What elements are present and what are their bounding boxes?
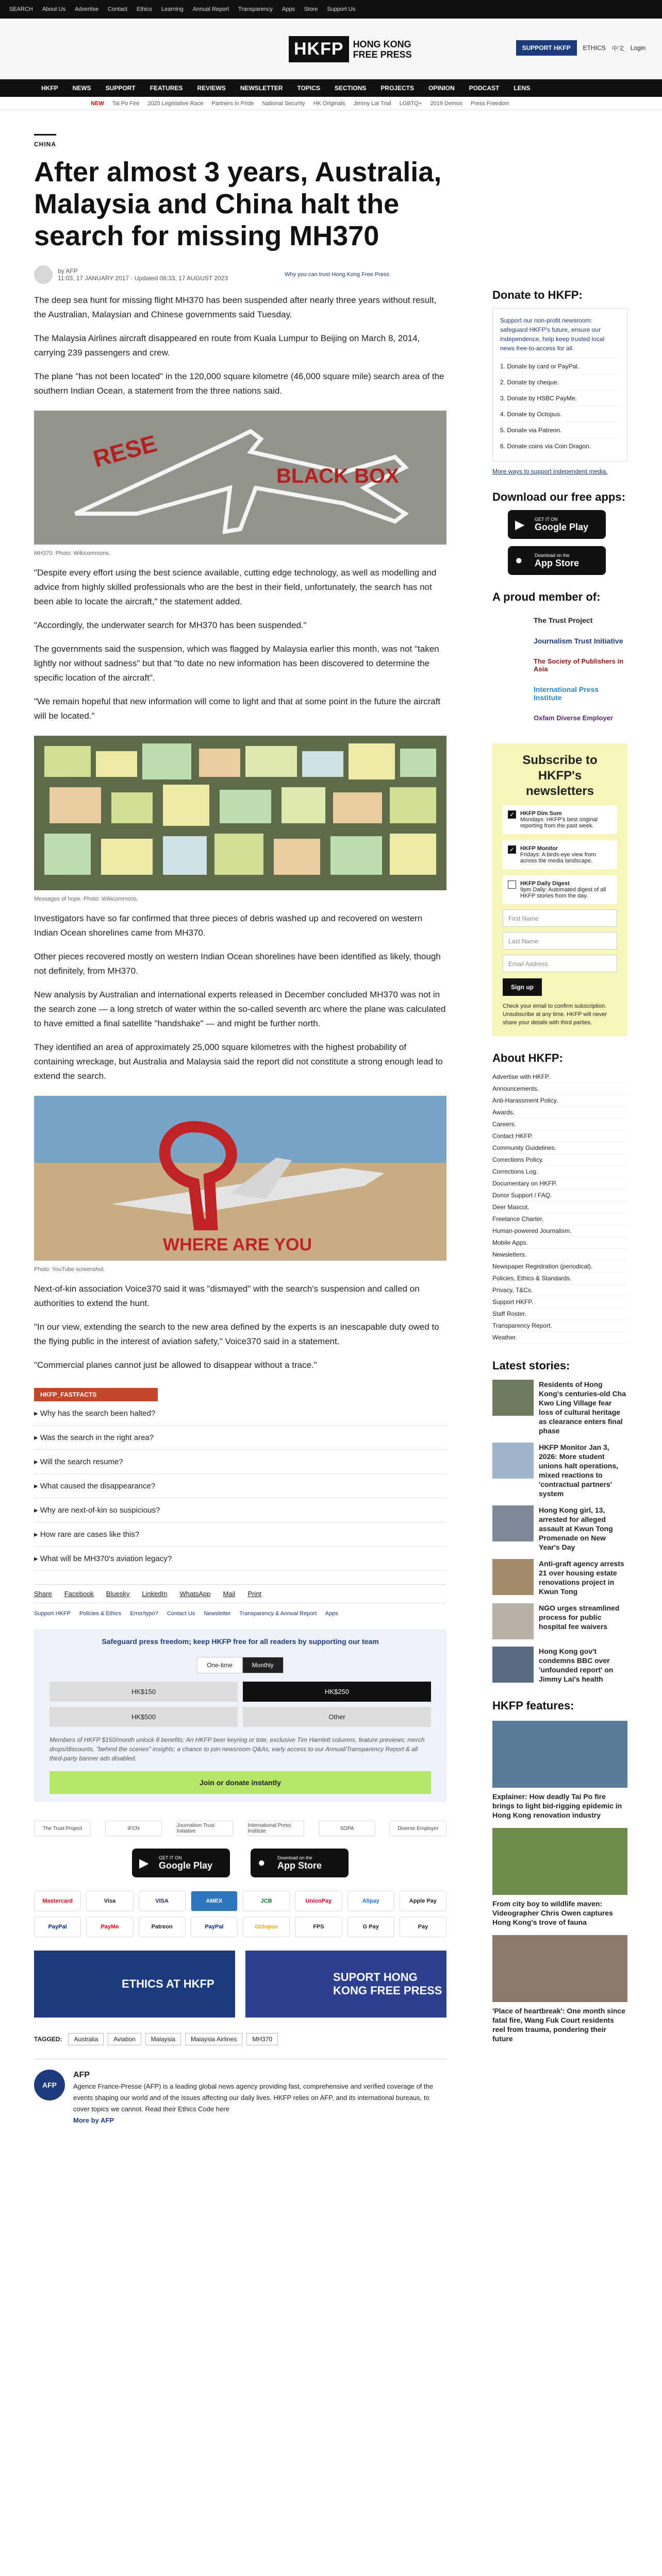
faq-item[interactable]: ▸ What will be MH370's aviation legacy? <box>34 1547 446 1571</box>
email-input[interactable]: Email Address <box>503 955 617 972</box>
apps-title: Download our free apps: <box>492 490 625 503</box>
author-logo: AFP <box>34 2070 65 2100</box>
share-mail[interactable]: Mail <box>223 1590 236 1598</box>
author-avatar <box>34 265 53 284</box>
one-time-option[interactable]: One-time <box>197 1657 242 1673</box>
trending-label: NEW <box>91 100 104 107</box>
paragraph: "Commercial planes cannot just be allowed to disappear without a trace." <box>34 1360 317 1370</box>
faq-list <box>34 1401 446 1571</box>
about-link[interactable]: Support HKFP. <box>492 1296 627 1308</box>
about-title: About HKFP: <box>492 1052 563 1064</box>
feature-item[interactable] <box>492 1935 627 2043</box>
about-link[interactable]: Contact HKFP. <box>492 1130 627 1142</box>
topbar-contact[interactable]: Contact <box>107 6 127 12</box>
share-facebook[interactable]: Facebook <box>64 1590 94 1598</box>
paragraph: Next-of-kin association Voice370 said it was "dismayed" with the search's suspension and called on authorities to extend the hunt. <box>34 1284 420 1308</box>
share-bar <box>34 1584 446 1603</box>
signup-button[interactable]: Sign up <box>503 978 542 996</box>
donate-option[interactable]: 6. Donate coins via Coin Dragon. <box>500 438 620 454</box>
paragraph: "Despite every effort using the best science available, cutting edge technology, as well as modelling and advice from highly skilled professionals who are the best in their field, unfortunately, the search has not been able to locate the aircraft," the statement added. <box>34 568 437 606</box>
article <box>34 134 446 2126</box>
topbar-ethics[interactable]: Ethics <box>136 6 152 12</box>
author-bio: Agence France-Presse (AFP) is a leading global news agency providing fast, comprehensive and verified coverage of the events shaping our world and of the issues affecting our daily lives. HKFP relies on AFP, and its international bureaus, to cover topics we cannot. Read their Ethics Code here <box>73 2082 434 2113</box>
tag[interactable]: MH370 <box>246 2033 278 2045</box>
faq-item[interactable]: ▸ Was the search in the right area? <box>34 1426 446 1450</box>
promo-banners <box>34 1951 446 2018</box>
site-logo[interactable] <box>289 36 412 62</box>
tags-label: TAGGED: <box>34 2036 62 2043</box>
story-thumbnail <box>492 1443 534 1479</box>
about-link[interactable]: Human-powered Journalism. <box>492 1225 627 1237</box>
trust-link[interactable]: Why you can trust Hong Kong Free Press <box>285 272 389 278</box>
sidebar <box>492 289 627 2043</box>
amount-option-other[interactable]: Other <box>243 1707 431 1727</box>
story-item[interactable] <box>492 1559 627 1596</box>
donate-intro[interactable]: Support our non-profit newsroom: safeguard HKFP's future, ensure our independence, help keep trusted local news free-to-access for all. <box>500 317 605 352</box>
donate-widget <box>34 1629 446 1802</box>
frequency-toggle <box>49 1657 431 1673</box>
topbar-transparency[interactable]: Transparency <box>238 6 273 12</box>
topbar-store[interactable]: Store <box>304 6 318 12</box>
about-link[interactable]: Donor Support / FAQ. <box>492 1190 627 1201</box>
payment-logo: PayPal <box>191 1917 238 1937</box>
feature-image <box>492 1935 627 2002</box>
trending-link[interactable]: National Security <box>262 100 305 107</box>
faq-item[interactable]: ▸ What caused the disappearance? <box>34 1474 446 1498</box>
faq-question: Was the search in the right area? <box>40 1433 154 1442</box>
about-link[interactable]: Documentary on HKFP. <box>492 1178 627 1190</box>
about-link[interactable]: Community Guidelines. <box>492 1142 627 1154</box>
member-org[interactable]: Journalism Trust Initiative <box>534 637 623 645</box>
newsletter-desc: Mondays: HKFP's best original reporting from the past week. <box>520 817 598 829</box>
story-item[interactable] <box>492 1647 627 1684</box>
footer-link[interactable]: Apps <box>325 1611 338 1617</box>
store-small: GET IT ON <box>159 1855 182 1860</box>
topbar-learning[interactable]: Learning <box>161 6 184 12</box>
paragraph: The plane "has not been located" in the 120,000 square kilometre (46,000 square mile) search area of the southern Indian Ocean, a statement from the three nations said. <box>34 371 444 396</box>
trending-link[interactable]: HK Originals <box>313 100 345 107</box>
newsletter-desc: 9pm Daily: Automated digest of all HKFP stories from the day. <box>520 887 606 899</box>
svg-text:BLACK BOX: BLACK BOX <box>276 465 399 487</box>
join-donate-button[interactable]: Join or donate instantly <box>49 1771 431 1794</box>
store-small: Download on the <box>277 1855 312 1860</box>
svg-text:WHERE ARE YOU: WHERE ARE YOU <box>163 1235 312 1255</box>
sidebar-google-play[interactable] <box>508 510 606 539</box>
google-play-button[interactable] <box>132 1849 230 1877</box>
about-link[interactable]: Staff Roster. <box>492 1308 627 1320</box>
faq-item[interactable]: ▸ Why has the search been halted? <box>34 1401 446 1426</box>
byline <box>34 265 446 284</box>
footer-link[interactable]: Support HKFP <box>34 1611 71 1617</box>
nav-opinion[interactable]: OPINION <box>428 84 455 92</box>
story-thumbnail <box>492 1380 534 1416</box>
payment-logo: AMEX <box>191 1891 238 1911</box>
masthead <box>0 19 662 79</box>
story-thumbnail <box>492 1559 534 1595</box>
newsletter-note: Check your email to confirm subscription. Unsubscribe at any time. HKFP will never share your details with third parties. <box>503 1003 607 1026</box>
member-org[interactable]: International Press Institute <box>534 685 599 702</box>
logo-mark: HKFP <box>289 36 349 62</box>
about-link[interactable]: Freelance Charter. <box>492 1213 627 1225</box>
newsletter-name: HKFP Daily Digest <box>520 880 570 887</box>
member-benefits: Members of HKFP $150/month unlock 8 benefits: An HKFP beer keyring or tote, exclusive Tim Hamlett columns, feature previews; merch drops/discounts, "behind the scenes" insights; a chance to join newsroom Q&As, early access to our Annual/Transparency Report & all third-party banner ads disabled. <box>49 1736 425 1762</box>
topbar-annual-report[interactable]: Annual Report <box>192 6 229 12</box>
payment-methods <box>34 1891 446 1937</box>
nav-hkfp[interactable]: HKFP <box>41 84 58 92</box>
story-title: Hong Kong girl, 13, arrested for alleged assault at Kwun Tong Promenade on New Year's Day <box>539 1506 613 1551</box>
feature-image <box>492 1721 627 1788</box>
payment-logo: Pay <box>400 1917 446 1937</box>
checkbox-checked[interactable]: ✓ <box>508 845 516 854</box>
about-link[interactable]: Policies, Ethics & Standards. <box>492 1273 627 1284</box>
checkbox-checked[interactable]: ✓ <box>508 810 516 819</box>
member-logo[interactable]: The Trust Project <box>34 1821 91 1836</box>
faq-question: Why has the search been halted? <box>40 1409 156 1418</box>
store-big: Google Play <box>535 521 589 532</box>
store-big: Google Play <box>159 1860 213 1871</box>
faq-question: Why are next-of-kin so suspicious? <box>40 1506 160 1515</box>
footer-link[interactable]: Contact Us <box>167 1611 195 1617</box>
apple-icon: ● <box>515 553 523 567</box>
topbar-advertise[interactable]: Advertise <box>75 6 98 12</box>
trending-link[interactable]: Jimmy Lai Trial <box>353 100 391 107</box>
ethics-link[interactable]: ETHICS <box>583 44 606 52</box>
store-big: App Store <box>535 557 580 568</box>
trending-bar <box>0 97 662 110</box>
app-store-button[interactable] <box>251 1849 349 1877</box>
feature-title: 'Place of heartbreak': One month since fatal fire, Wang Fuk Court residents reel from trauma, pondering their future <box>492 2007 625 2043</box>
member-logo[interactable]: IFCN <box>105 1821 162 1836</box>
trending-link[interactable]: Tai Po Fire <box>112 100 140 107</box>
masthead-actions <box>516 40 652 56</box>
donate-box <box>492 308 627 462</box>
checkbox-unchecked[interactable] <box>508 880 516 889</box>
payment-logo: JCB <box>243 1891 290 1911</box>
paragraph: "Accordingly, the underwater search for MH370 has been suspended." <box>34 620 307 630</box>
story-thumbnail <box>492 1505 534 1541</box>
feature-title: Explainer: How deadly Tai Po fire brings to light bid-rigging epidemic in Hong Kong renovation industry <box>492 1792 622 1819</box>
member-logo[interactable]: Diverse Employer <box>390 1821 446 1836</box>
member-org[interactable]: Oxfam Diverse Employer <box>534 714 613 722</box>
topbar-search[interactable]: SEARCH <box>9 6 33 12</box>
story-title: Hong Kong gov't condemns BBC over 'unfounded report' on Jimmy Lai's health <box>539 1647 614 1683</box>
payment-logo: PayPal <box>34 1917 81 1937</box>
about-link[interactable]: Announcements. <box>492 1083 627 1095</box>
trending-link[interactable]: Press Freedom <box>470 100 509 107</box>
about-link[interactable]: Transparency Report. <box>492 1320 627 1332</box>
paragraph: "We remain hopeful that new information will come to light and that at some point in the future the aircraft will be located." <box>34 697 441 721</box>
latest-title: Latest stories: <box>492 1359 570 1372</box>
about-link[interactable]: Weather. <box>492 1332 627 1344</box>
share-print[interactable]: Print <box>247 1590 262 1598</box>
logo-line2: FREE PRESS <box>353 49 412 60</box>
paragraph: Other pieces recovered mostly on western Indian Ocean shorelines have been identified as likely, though not definitely, from MH370. <box>34 952 441 976</box>
donate-widget-title: Safeguard press freedom; keep HKFP free for all readers by supporting our team <box>102 1637 379 1646</box>
nav-topics[interactable]: TOPICS <box>297 84 320 92</box>
story-item[interactable] <box>492 1603 627 1639</box>
footer-link[interactable]: Policies & Ethics <box>79 1611 122 1617</box>
faq-item[interactable]: ▸ Why are next-of-kin so suspicious? <box>34 1498 446 1522</box>
apple-icon: ● <box>258 1856 266 1870</box>
photo-caption: MH370. Photo: Wikicommons. <box>34 550 110 556</box>
payment-logo: FPS <box>295 1917 342 1937</box>
newsletter-name: HKFP Dim Sum <box>520 810 562 817</box>
story-thumbnail <box>492 1647 534 1683</box>
about-link[interactable]: Privacy, T&Cs. <box>492 1284 627 1296</box>
about-link[interactable]: Deer Mascot. <box>492 1201 627 1213</box>
google-play-icon: ▶ <box>139 1856 149 1870</box>
tag[interactable]: Malaysia Airlines <box>185 2033 242 2045</box>
feature-item[interactable] <box>492 1721 627 1820</box>
newsletter-option[interactable] <box>503 840 617 869</box>
topbar-apps[interactable]: Apps <box>282 6 295 12</box>
top-utility-bar <box>0 0 662 19</box>
author-link[interactable]: by AFP <box>58 267 78 275</box>
nav-newsletter[interactable]: NEWSLETTER <box>240 84 283 92</box>
more-ways-link[interactable]: More ways to support independent media. <box>492 468 608 475</box>
donate-option[interactable]: 5. Donate via Patreon. <box>500 422 620 438</box>
publish-date: 11:03, 17 JANUARY 2017 · Updated 06:33, 17 AUGUST 2023 <box>58 275 228 282</box>
nav-news[interactable]: NEWS <box>72 84 91 92</box>
paragraph: New analysis by Australian and international experts released in December concluded MH370 was not in the search zone — a long stretch of water within the so-called seventh arc where the plane was calculated to have emitted a final satellite "handshake" — and might be further north. <box>34 990 446 1028</box>
faq-question: What caused the disappearance? <box>40 1482 156 1490</box>
logo-text <box>353 39 412 60</box>
amount-option[interactable]: HK$500 <box>49 1707 238 1727</box>
share-bluesky[interactable]: Bluesky <box>106 1590 130 1598</box>
topbar-about[interactable]: About Us <box>42 6 66 12</box>
footer-link[interactable]: Newsletter <box>204 1611 231 1617</box>
nav-lens[interactable]: LENS <box>514 84 531 92</box>
donate-option[interactable]: 1. Donate by card or PayPal. <box>500 358 620 374</box>
store-small: GET IT ON <box>535 516 558 522</box>
main-nav <box>0 79 662 97</box>
amount-option-selected[interactable]: HK$250 <box>243 1682 431 1702</box>
about-link[interactable]: Advertise with HKFP. <box>492 1071 627 1083</box>
trending-link[interactable]: 2019 Demos <box>430 100 462 107</box>
donate-title: Donate to HKFP: <box>492 289 583 301</box>
logo-line1: HONG KONG <box>353 39 411 49</box>
payment-logo: G Pay <box>347 1917 394 1937</box>
first-name-input[interactable]: First Name <box>503 909 617 927</box>
share-label: Share <box>34 1590 52 1598</box>
faq-question: What will be MH370's aviation legacy? <box>40 1554 172 1563</box>
feature-title: From city boy to wildlife maven: Videographer Chris Owen captures Hong Kong's trove of fauna <box>492 1900 613 1926</box>
tag[interactable]: Malaysia <box>145 2033 181 2045</box>
about-link[interactable]: Mobile Apps. <box>492 1237 627 1249</box>
nav-projects[interactable]: PROJECTS <box>380 84 414 92</box>
trending-link[interactable]: LGBTQ+ <box>399 100 422 107</box>
story-item[interactable] <box>492 1505 627 1552</box>
paragraph: The deep sea hunt for missing flight MH370 has been suspended after nearly three years without result, the Australian, Malaysian and Chinese governments said Tuesday. <box>34 295 437 319</box>
tag[interactable]: Australia <box>68 2033 104 2045</box>
faq-item[interactable]: ▸ How rare are cases like this? <box>34 1522 446 1547</box>
payment-logo: Patreon <box>139 1917 186 1937</box>
newsletter-signup <box>492 743 627 1036</box>
footer-link[interactable]: Transparency & Annual Report <box>239 1611 317 1617</box>
paragraph: They identified an area of approximately 25,000 square kilometres with the highest probability of containing wreckage, but Australia and Malaysia said the report did not constitute a strong enough lead to extend the search. <box>34 1042 443 1081</box>
about-links <box>492 1071 627 1344</box>
ethics-banner[interactable]: ETHICS AT HKFP <box>34 1951 235 2018</box>
member-logo[interactable]: International Press Institute <box>247 1821 304 1836</box>
payment-logo: Alipay <box>347 1891 394 1911</box>
support-hkfp-button[interactable]: SUPPORT HKFP <box>516 40 577 56</box>
faq-item[interactable]: ▸ Will the search resume? <box>34 1450 446 1474</box>
article-photo-outline <box>34 411 446 547</box>
about-link[interactable]: Corrections Log. <box>492 1166 627 1178</box>
about-link[interactable]: Newsletters. <box>492 1249 627 1261</box>
paragraph: Investigators have so far confirmed that three pieces of debris washed up and recovered on western Indian Ocean shorelines came from MH370. <box>34 913 423 938</box>
svg-text:RESE: RESE <box>90 430 160 472</box>
amount-option[interactable]: HK$150 <box>49 1682 238 1702</box>
photo-caption: Photo: YouTube screenshot. <box>34 1266 105 1273</box>
article-headline: After almost 3 years, Australia, Malaysia and China halt the search for missing MH370 <box>34 157 442 251</box>
chinese-link[interactable]: 中文 <box>611 44 624 52</box>
newsletter-name: HKFP Monitor <box>520 845 558 852</box>
footer-link[interactable]: Error/typo? <box>130 1611 158 1617</box>
faq-question: Will the search resume? <box>40 1458 123 1466</box>
nav-podcast[interactable]: PODCAST <box>469 84 500 92</box>
proud-member-list <box>492 610 627 728</box>
proud-member-title: A proud member of: <box>492 590 601 603</box>
member-logos <box>34 1821 446 1836</box>
photo-caption: Messages of hope. Photo: Wikicommons. <box>34 896 139 902</box>
sand-sculpture-image <box>34 1096 446 1261</box>
share-linkedin[interactable]: LinkedIn <box>142 1590 168 1598</box>
member-org[interactable]: The Trust Project <box>534 616 593 624</box>
google-play-icon: ▶ <box>515 518 525 532</box>
last-name-input[interactable]: Last Name <box>503 932 617 950</box>
payment-logo: UnionPay <box>295 1891 342 1911</box>
tags <box>34 2033 446 2045</box>
about-link[interactable]: Corrections Policy. <box>492 1154 627 1166</box>
donate-option[interactable]: 2. Donate by cheque. <box>500 374 620 390</box>
more-by-author[interactable]: More by AFP <box>73 2116 114 2124</box>
article-category[interactable]: CHINA <box>34 134 56 148</box>
payment-logo: VISA <box>139 1891 186 1911</box>
messages-of-hope-image <box>34 736 446 890</box>
about-link[interactable]: Newspaper Registration (periodical). <box>492 1261 627 1273</box>
member-org[interactable]: The Society of Publishers in Asia <box>534 657 624 673</box>
article-footer-links <box>34 1611 446 1617</box>
nav-features[interactable]: FEATURES <box>150 84 183 92</box>
trending-link[interactable]: 2025 Legislative Race <box>147 100 204 107</box>
newsletter-title: Subscribe to HKFP's newsletters <box>522 753 598 798</box>
story-title: Residents of Hong Kong's centuries-old Cha Kwo Ling Village fear loss of cultural heritage as clearance enters final phase <box>539 1380 626 1435</box>
feature-item[interactable] <box>492 1828 627 1927</box>
story-thumbnail <box>492 1603 534 1639</box>
article-photo-messages <box>34 736 446 893</box>
monthly-option[interactable]: Monthly <box>242 1657 284 1673</box>
faq-question: How rare are cases like this? <box>40 1530 140 1539</box>
payment-logo: Visa <box>86 1891 133 1911</box>
about-link[interactable]: Awards. <box>492 1107 627 1118</box>
payment-logo: Mastercard <box>34 1891 81 1911</box>
fastfacts-header: HKFP_FASTFACTS <box>34 1388 158 1401</box>
donate-option[interactable]: 4. Donate by Octopus. <box>500 406 620 422</box>
topbar-support[interactable]: Support Us <box>327 6 356 12</box>
trending-link[interactable]: Partners in Pride <box>211 100 254 107</box>
about-link[interactable]: Anti-Harassment Policy. <box>492 1095 627 1107</box>
payment-logo: PayMe <box>86 1917 133 1937</box>
payment-logo: Octopus <box>243 1917 290 1937</box>
nav-sections[interactable]: SECTIONS <box>334 84 367 92</box>
article-body <box>34 293 446 1372</box>
plane-outline-image <box>34 411 446 545</box>
nav-reviews[interactable]: REVIEWS <box>197 84 226 92</box>
nav-support[interactable]: SUPPORT <box>105 84 136 92</box>
newsletter-option[interactable] <box>503 875 617 904</box>
donate-option[interactable]: 3. Donate by HSBC PayMe. <box>500 390 620 406</box>
story-item[interactable] <box>492 1443 627 1498</box>
newsletter-option[interactable] <box>503 805 617 834</box>
paragraph: "In our view, extending the search to the new area defined by the experts is an inescapable duty owed to the flying public in the interest of aviation safety," Voice370 said in a statement. <box>34 1322 439 1346</box>
sidebar-app-store[interactable] <box>508 546 606 575</box>
about-link[interactable]: Careers. <box>492 1118 627 1130</box>
login-link[interactable]: Login <box>630 44 646 52</box>
tag[interactable]: Aviation <box>108 2033 141 2045</box>
share-whatsapp[interactable]: WhatsApp <box>179 1590 211 1598</box>
feature-image <box>492 1828 627 1895</box>
author-box <box>34 2059 446 2126</box>
member-logo[interactable]: Journalism Trust Initiative <box>176 1821 233 1836</box>
story-title: NGO urges streamlined process for public hospital fee waivers <box>539 1604 620 1631</box>
paragraph: The governments said the suspension, which was flagged by Malaysia earlier this month, was not "taken lightly nor without sadness" but that "to date no new information has been discovered to determine the specific location of the aircraft". <box>34 644 439 683</box>
amount-options <box>49 1682 431 1727</box>
author-name[interactable]: AFP <box>73 2071 90 2079</box>
support-banner[interactable]: SUPORT HONG KONG FREE PRESS <box>245 1951 446 2018</box>
store-small: Download on the <box>535 552 570 558</box>
story-title: HKFP Monitor Jan 3, 2026: More student unions halt operations, mixed reactions to 'contractual partners' system <box>539 1443 619 1498</box>
donate-options <box>500 358 620 454</box>
latest-stories <box>492 1380 627 1684</box>
member-logo[interactable]: SOPA <box>319 1821 375 1836</box>
story-title: Anti-graft agency arrests 21 over housing estate renovations project in Kwun Tong <box>539 1560 624 1596</box>
story-item[interactable] <box>492 1380 627 1435</box>
store-big: App Store <box>277 1860 322 1871</box>
payment-logo: Apple Pay <box>400 1891 446 1911</box>
article-photo-sand <box>34 1096 446 1263</box>
app-store-row <box>34 1849 446 1877</box>
features-title: HKFP features: <box>492 1699 574 1712</box>
paragraph: The Malaysia Airlines aircraft disappeared en route from Kuala Lumpur to Beijing on March 8, 2014, carrying 239 passengers and crew. <box>34 333 420 358</box>
newsletter-desc: Fridays: A birds-eye view from across the media landscape. <box>520 852 596 864</box>
